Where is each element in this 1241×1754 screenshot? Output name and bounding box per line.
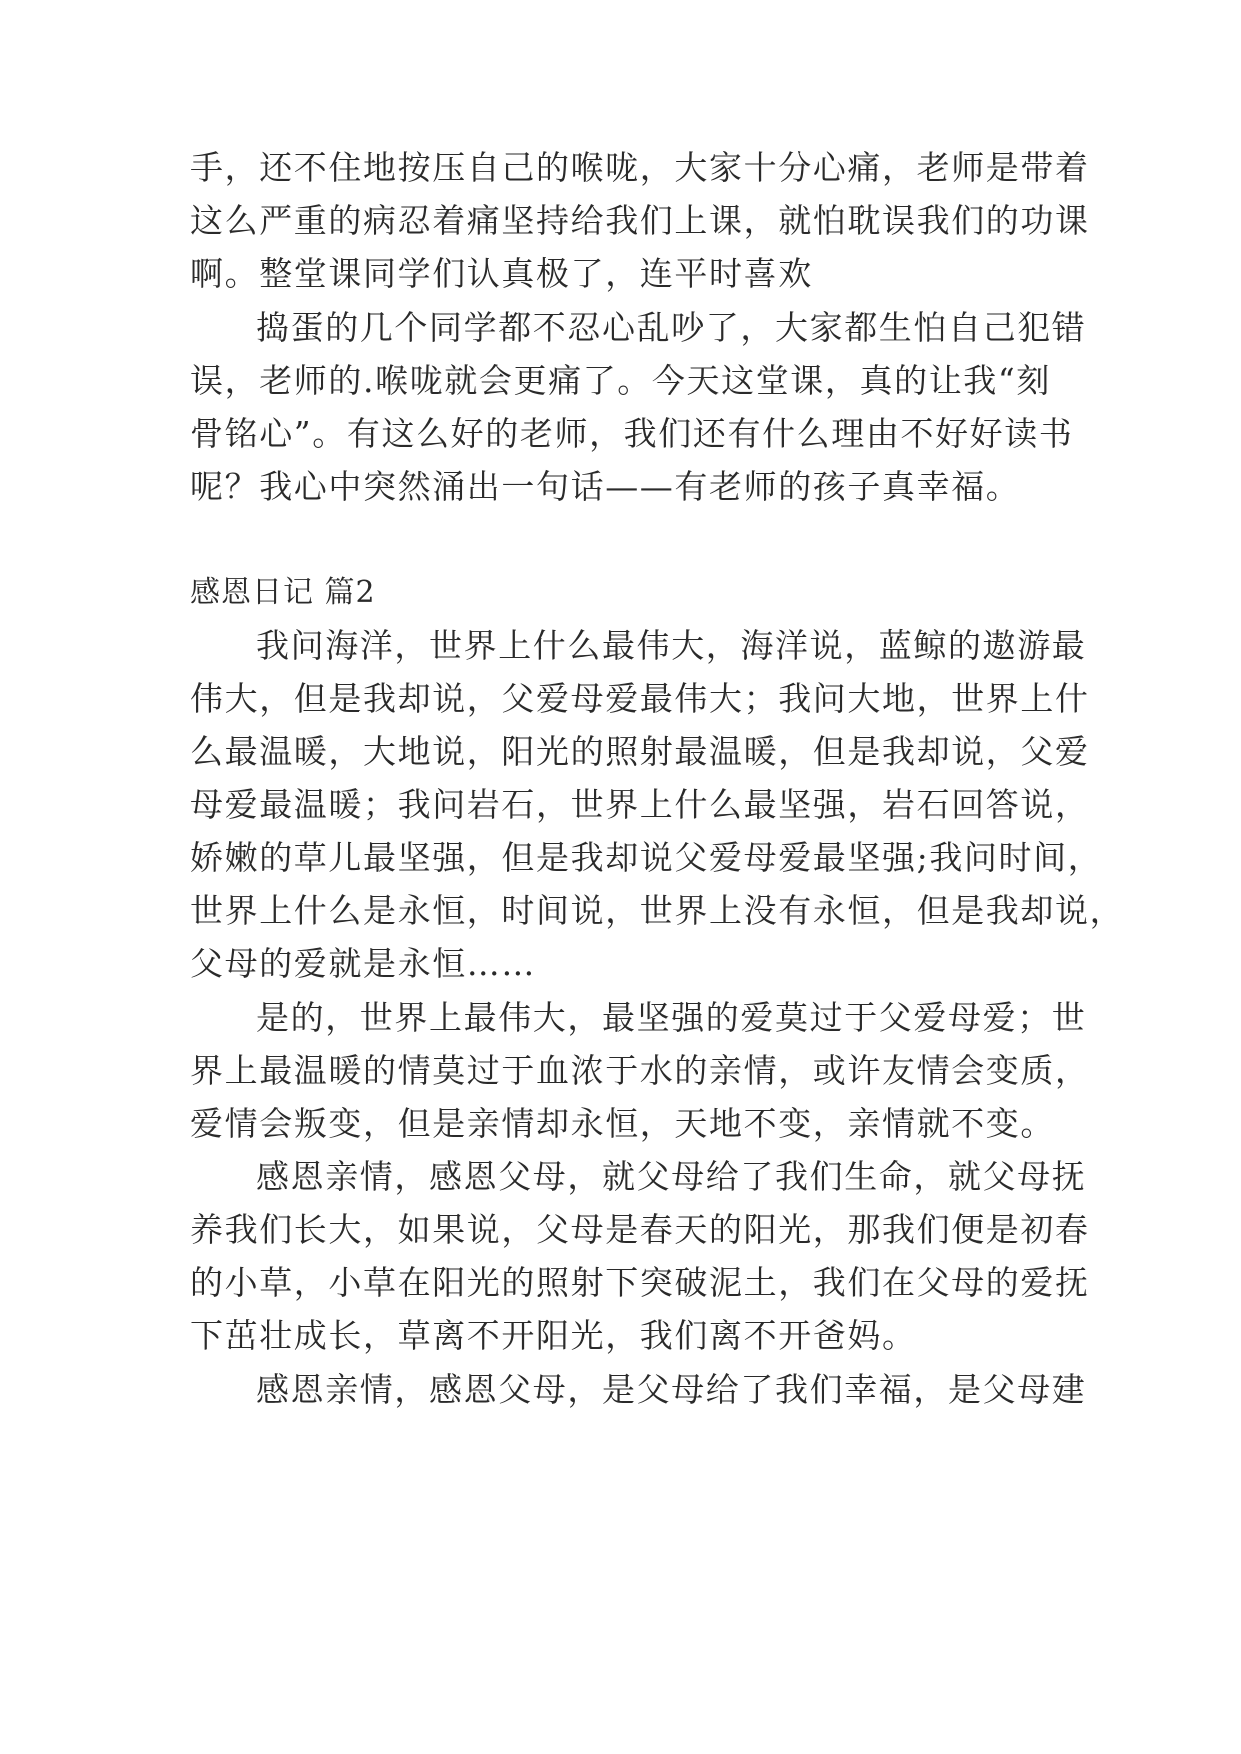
paragraph-line: 下茁壮成长，草离不开阳光，我们离不开爸妈。 — [190, 1316, 917, 1355]
paragraph-line: 骨铭心”。有这么好的老师，我们还有什么理由不好好读书 — [190, 414, 1074, 453]
paragraph-line: 感恩亲情，感恩父母，就父母给了我们生命，就父母抚 — [256, 1157, 1087, 1196]
paragraph-line: 父母的爱就是永恒…… — [190, 944, 536, 983]
paragraph-line: 啊。整堂课同学们认真极了，连平时喜欢 — [190, 254, 813, 293]
paragraph-line: 呢？我心中突然涌出一句话——有老师的孩子真幸福。 — [190, 467, 1021, 506]
paragraph-line: 我问海洋，世界上什么最伟大，海洋说，蓝鲸的遨游最 — [256, 626, 1087, 665]
paragraph-line: 误，老师的.喉咙就会更痛了。今天这堂课，真的让我“刻 — [190, 361, 1051, 400]
paragraph-line: 的小草，小草在阳光的照射下突破泥土，我们在父母的爱抚 — [190, 1263, 1090, 1302]
paragraph-line: 养我们长大，如果说，父母是春天的阳光，那我们便是初春 — [190, 1210, 1090, 1249]
paragraph-line: 爱情会叛变，但是亲情却永恒，天地不变，亲情就不变。 — [190, 1104, 1055, 1143]
paragraph-line: 么最温暖，大地说，阳光的照射最温暖，但是我却说，父爱 — [190, 732, 1090, 771]
paragraph-line: 感恩亲情，感恩父母，是父母给了我们幸福，是父母建 — [256, 1370, 1087, 1409]
paragraph-line: 这么严重的病忍着痛坚持给我们上课，就怕耽误我们的功课 — [190, 201, 1090, 240]
paragraph-line: 娇嫩的草儿最坚强，但是我却说父爱母爱最坚强;我问时间， — [190, 838, 1103, 877]
paragraph-line: 界上最温暖的情莫过于血浓于水的亲情，或许友情会变质， — [190, 1051, 1090, 1090]
section-heading: 感恩日记 篇2 — [190, 575, 376, 610]
paragraph-line: 伟大，但是我却说，父爱母爱最伟大；我问大地，世界上什 — [190, 679, 1090, 718]
paragraph-line: 世界上什么是永恒，时间说，世界上没有永恒，但是我却说， — [190, 891, 1125, 930]
paragraph-line: 母爱最温暖；我问岩石，世界上什么最坚强，岩石回答说， — [190, 785, 1090, 824]
paragraph-line: 手，还不住地按压自己的喉咙，大家十分心痛，老师是带着 — [190, 148, 1090, 187]
paragraph-line: 是的，世界上最伟大，最坚强的爱莫过于父爱母爱；世 — [256, 998, 1087, 1037]
paragraph-line: 捣蛋的几个同学都不忍心乱吵了，大家都生怕自己犯错 — [256, 308, 1087, 347]
